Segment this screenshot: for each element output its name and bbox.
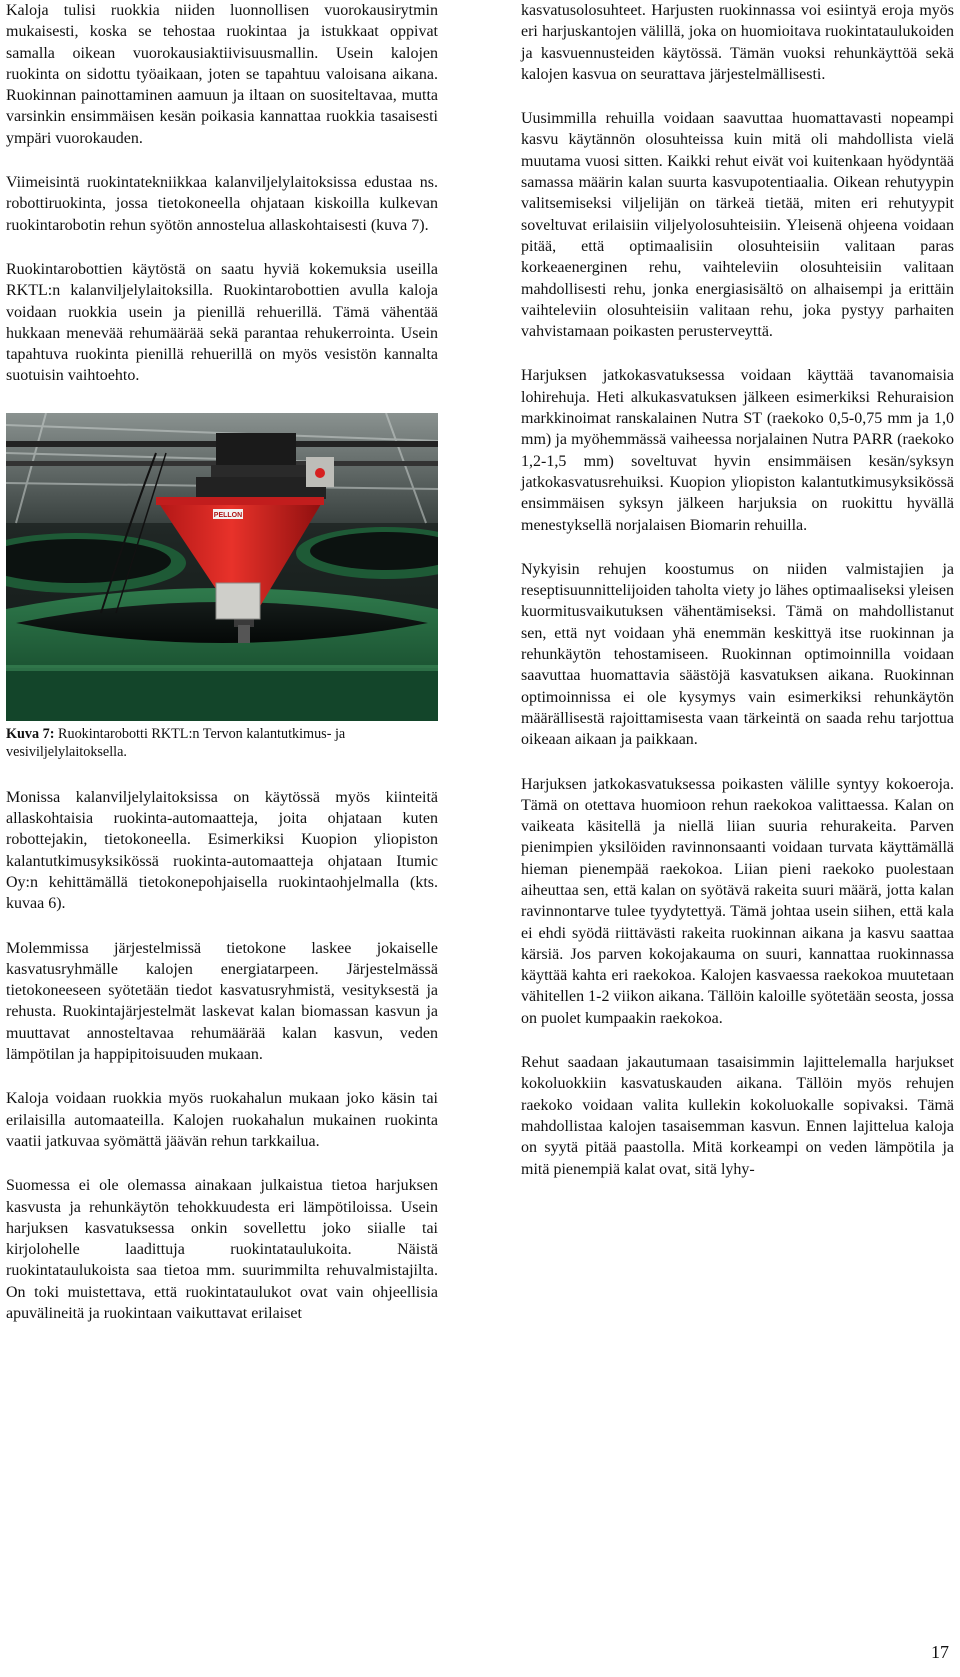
paragraph: Monissa kalanviljelylaitoksissa on käytössä myös kiinteitä allaskohtaisia ruokinta-automaatteja, joita ohjataan kuten robottejakin, tietokoneella. Esimerkiksi Kuopion yliopiston kalantutkimusyksikössä ruokinta-automaatteja ohjataan Itumic Oy:n kehittämällä tietokonepohjaisella ruokintaohjelmalla (kts. kuvaa 6). (6, 788, 438, 913)
caption-label: Kuva 7: (6, 725, 55, 742)
paragraph: Suomessa ei ole olemassa ainakaan julkaistua tietoa harjuksen kasvusta ja rehunkäytön tehokkuudesta eri lämpötiloissa. Usein harjuksen kasvatuksessa onkin sovellettu joko siialle tai kirjolohelle laadittuja ruokintataulukoita. Näistä ruokintataulukoista saa tietoa mm. suurimmilta rehuvalmistajilta. On toki muistettava, että ruokintataulukot ovat vain ohjeellisia apuvälineitä ja ruokintaan vaikuttavat erilaiset (6, 1177, 438, 1322)
paragraph: Viimeisintä ruokintatekniikkaa kalanviljelylaitoksissa edustaa ns. robottiruokinta, jossa tietokoneella ohjataan kiskoilla kulkevan ruokintarobotin rehun syötön annostelua allaskohtaisesti (kuva 7). (6, 174, 438, 234)
figure-7 (6, 413, 438, 761)
paragraph: Uusimmilla rehuilla voidaan saavuttaa huomattavasti nopeampi kasvu käytännön olosuhteissa kuin mitä oli mahdollista vielä muutama vuosi sitten. Kaikki rehut eivät voi kuitenkaan hyödyntää samassa määrin kalan suurta kasvupotentiaalia. Oikean rehutyypin valitsemiseksi viljelijän on tärkeä tietää, miten eri rehutyypit soveltuvat erilaisiin viljelyolosuhteisiin. Yleisenä ohjeena voidaan pitää, että optimaalisiin olosuhteisiin valitaan paras korkeaenerginen rehu, vaihteleviin olosuhteisiin valitaan mahdollisesti rehu, jonka energiasisältö on alhaisempi ja erittäin vaihteleviin olosuhteisiin valitaan rehu, joka pystyy parhaiten vahvistamaan poikasten perusterveyttä. (521, 110, 954, 341)
figure-caption (6, 725, 438, 761)
paragraph: Kaloja tulisi ruokkia niiden luonnollisen vuorokausirytmin mukaisesti, koska se tehostaa ruokintaa ja istukkaat oppivat samalla oikean vuorokausiaktiivisuusmallin. Usein kalojen ruokinta on sidottu työaikaan, joten se tapahtuu valoisana aikana. Ruokinnan painottaminen aamuun ja iltaan on suositeltavaa, mutta varsinkin ensimmäisen kesän poikasia kannattaa ruokkia tasaisesti ympäri vuorokauden. (6, 2, 438, 147)
paragraph: Harjuksen jatkokasvatuksessa poikasten välille syntyy kokoeroja. Tämä on otettava huomioon rehun raekokoa valittaessa. Kalan on vaikeata käsitellä ja niellä liian suuria rehurakeita. Parven pienimpien yksilöiden ravinnonsaanti voidaan turvata käyttämällä hieman pienempää raekokoa. Liian pieni raekoko puolestaan aiheuttaa sen, että kalan on syötävä rakeita suuri määrä, jotta kalan ravinnontarve tulee tyydytettyä. Tämä johtaa usein siihen, että kala ei ehdi syödä riittävästi rakeita ruokinnan aikana ja kasvu saattaa kärsiä. Jos parven kokojakauma on suuri, kannattaa ruokinnassa käyttää kahta eri raekokoa. Kalojen kasvaessa raekokoa muutetaan vähitellen 1-2 viikon aikana. Tällöin kaloille syötetään seosta, jossa on puolet kumpaakin raekokoa. (521, 775, 954, 1027)
left-column (6, 0, 438, 1347)
paragraph: Kaloja voidaan ruokkia myös ruokahalun mukaan joko käsin tai erilaisilla automaateilla. Kalojen ruokahalun mukainen ruokinta vaatii jatkuvaa syömättä jäävän rehun tarkkailua. (6, 1090, 438, 1150)
feeding-robot-photo (6, 413, 438, 721)
paragraph: kasvatusolosuhteet. Harjusten ruokinnassa voi esiintyä eroja myös eri harjuskantojen välillä, joka on huomioitava ruokintataulukoiden ja kasvuennusteiden käytössä. Tämän vuoksi rehunkäyttöä sekä kalojen kasvua on seurattava järjestelmällisesti. (521, 2, 954, 83)
paragraph: Rehut saadaan jakautumaan tasaisimmin lajittelemalla harjukset kokoluokkiin kasvatuskauden aikana. Tällöin myös rehujen raekoko voidaan valita kullekin kokoluokalle sopivaksi. Tämä mahdollistaa kalojen tasaisemman kasvun. Ennen lajittelua kaloja on syytä pitää paastolla. Mitä korkeampi on veden lämpötila ja mitä pienempiä kalat ovat, sitä lyhy- (521, 1054, 954, 1178)
caption-text: Ruokintarobotti RKTL:n Tervon kalantutkimus- ja vesiviljelylaitoksella. (6, 725, 346, 760)
paragraph: Nykyisin rehujen koostumus on niiden valmistajien ja reseptisuunnittelijoiden taholta viety jo lähes optimaaliseksi yleisen kuormitusvaikutuksen vähentämiseksi. Tämä on mahdollistanut sen, että nyt voidaan yhä enemmän keskittyä itse ruokinnan ja rehunkäytön tehostamiseen. Ruokinnan optimoinnilla voidaan saavuttaa huomattavia säästöjä kasvatuksen aikana. Ruokinnan optimoinnissa ei ole kysymys vain esimerkiksi rehunkäytön määrällisestä rajoittamisesta vaan tärkeintä on saada rehu tarjottua oikeaan aikaan ja paikkaan. (521, 560, 954, 749)
paragraph: Molemmissa järjestelmissä tietokone laskee jokaiselle kasvatusryhmälle kalojen energiatarpeen. Järjestelmässä tietokoneeseen syötetään tiedot kasvatusryhmistä, vesityksestä ja rehusta. Ruokintajärjestelmät laskevat kalan biomassan kasvun ja muuttavat annosteltavaa rehumäärää kalan kasvun, veden lämpötilan ja happipitoisuuden mukaan. (6, 939, 438, 1064)
device-label: PELLON (213, 511, 243, 519)
paragraph: Harjuksen jatkokasvatuksessa voidaan käyttää tavanomaisia lohirehuja. Heti alkukasvatuksen jälkeen esimerkiksi Rehuraision markkinoimat ranskalainen Nutra ST (raekoko 0,5-0,75 mm ja 1,0 mm) ja myöhemmässä vaiheessa norjalainen Nutra PARR (raekoko 1,2-1,5 mm) soveltuvat hyvin ensimmäisen kesän/syksyn jatkokasvatusrehuiksi. Kuopion yliopiston kalantutkimusyksikössä ensimmäisen syksyn jälkeen harjuksia on ruokittu hyvällä menestyksellä norjalaisen Biomarin rehuilla. (521, 367, 954, 534)
page-number: 17 (931, 1642, 949, 1662)
right-column (521, 0, 954, 1203)
paragraph: Ruokintarobottien käytöstä on saatu hyviä kokemuksia useilla RKTL:n kalanviljelylaitoksilla. Ruokintarobottien avulla kaloja voidaan ruokkia usein ja pienillä rehuerillä. Tämä vähentää hukkaan menevää rehumäärää sekä parantaa rehukerrointa. Usein tapahtuva ruokinta pienillä rehuerillä on myös vesistön kannalta suotuisin vaihtoehto. (6, 260, 438, 385)
